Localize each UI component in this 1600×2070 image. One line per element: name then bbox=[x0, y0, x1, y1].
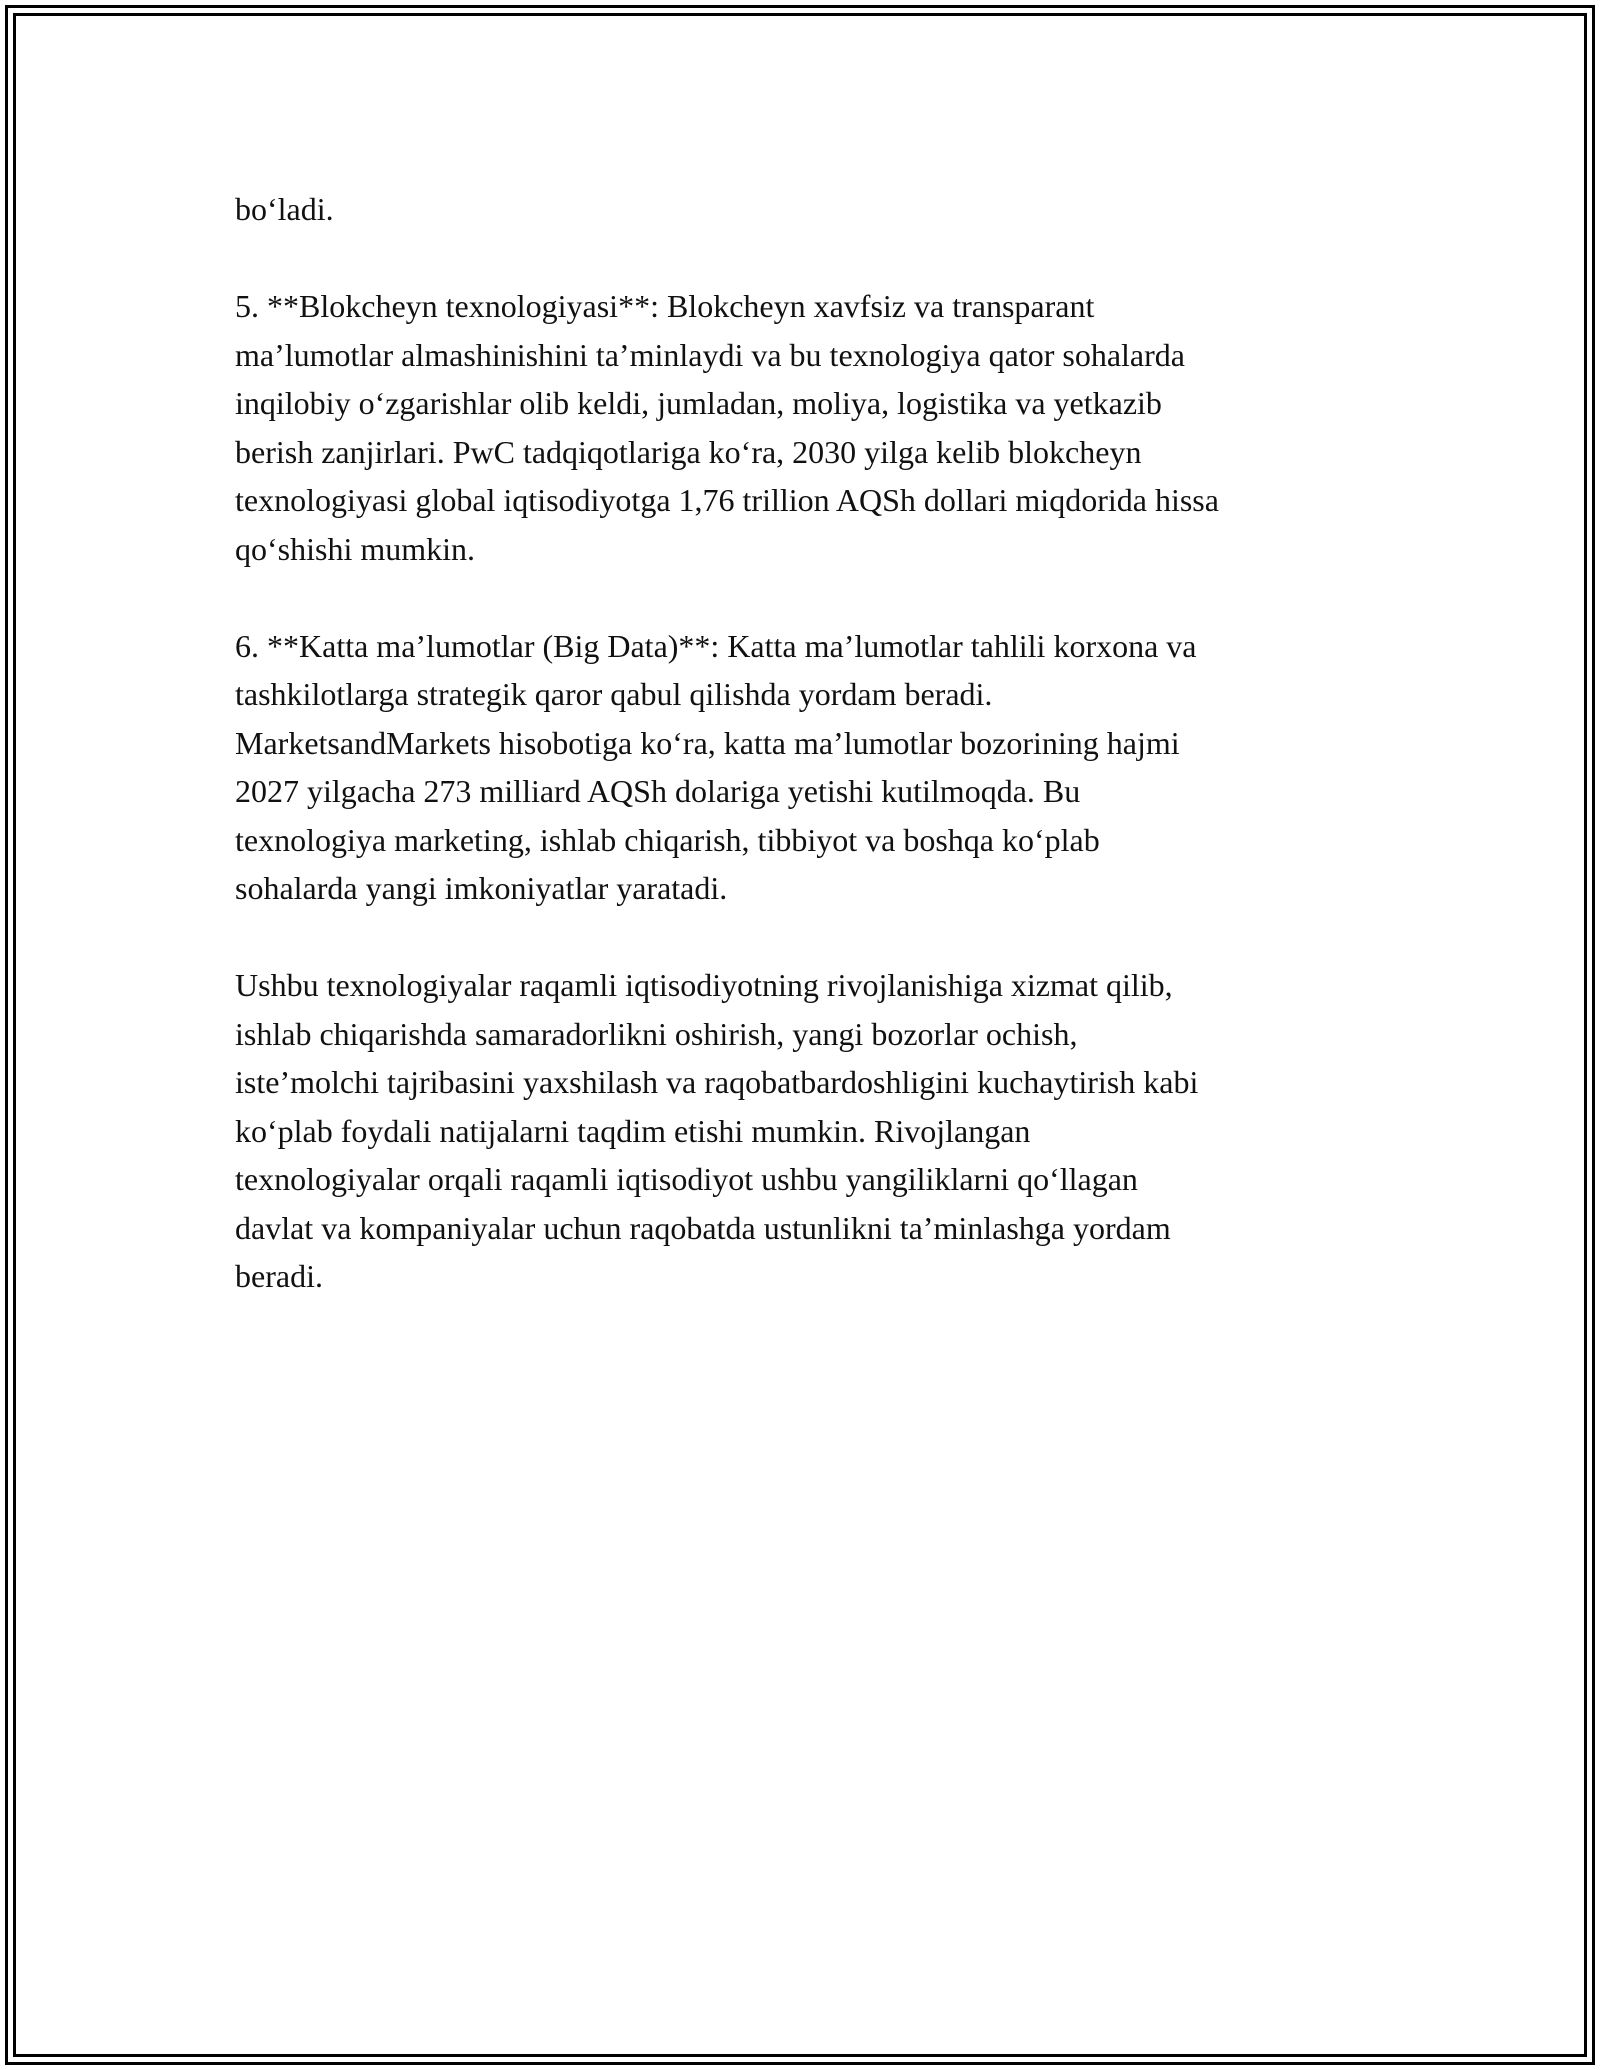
text-line: tashkilotlarga strategik qaror qabul qilishda yordam beradi. bbox=[235, 676, 993, 712]
text-line: ko‘plab foydali natijalarni taqdim etishi mumkin. Rivojlangan bbox=[235, 1112, 1031, 1149]
text-line: bo‘ladi. bbox=[235, 191, 334, 227]
text-line: inqilobiy o‘zgarishlar olib keldi, jumladan, moliya, logistika va yetkazib bbox=[235, 385, 1162, 421]
paragraph-big-data bbox=[235, 622, 1415, 913]
text-line: texnologiyasi global iqtisodiyotga 1,76 trillion AQSh dollari miqdorida hissa bbox=[235, 482, 1219, 518]
text-line: iste’molchi tajribasini yaxshilash va raqobatbardoshligini kuchaytirish kabi bbox=[235, 1064, 1199, 1100]
text-line: ishlab chiqarishda samaradorlikni oshirish, yangi bozorlar ochish, bbox=[235, 1015, 1078, 1052]
paragraph-blockchain bbox=[235, 282, 1415, 573]
document-body bbox=[235, 185, 1415, 1301]
text-line: 5. **Blokcheyn texnologiyasi**: Blokcheyn xavfsiz va transparant bbox=[235, 288, 1095, 324]
text-line: Ushbu texnologiyalar raqamli iqtisodiyotning rivojlanishiga xizmat qilib, bbox=[235, 967, 1173, 1003]
paragraph-spacer bbox=[235, 913, 1415, 962]
text-line: 2027 yilgacha 273 milliard AQSh dolariga yetishi kutilmoqda. Bu bbox=[235, 773, 1081, 809]
paragraph-spacer bbox=[235, 573, 1415, 622]
text-line: davlat va kompaniyalar uchun raqobatda ustunlikni ta’minlashga yordam bbox=[235, 1209, 1171, 1246]
paragraph-spacer bbox=[235, 234, 1415, 283]
text-line: sohalarda yangi imkoniyatlar yaratadi. bbox=[235, 870, 728, 906]
text-line: texnologiyalar orqali raqamli iqtisodiyot ushbu yangiliklarni qo‘llagan bbox=[235, 1161, 1138, 1197]
text-line: berish zanjirlari. PwC tadqiqotlariga ko‘ra, 2030 yilga kelib blokcheyn bbox=[235, 433, 1142, 470]
text-line: qo‘shishi mumkin. bbox=[235, 530, 476, 567]
text-line: ma’lumotlar almashinishini ta’minlaydi va bu texnologiya qator sohalarda bbox=[235, 336, 1185, 373]
text-line: beradi. bbox=[235, 1258, 323, 1294]
text-line: texnologiya marketing, ishlab chiqarish, tibbiyot va boshqa ko‘plab bbox=[235, 821, 1100, 858]
text-line: MarketsandMarkets hisobotiga ko‘ra, katta ma’lumotlar bozorining hajmi bbox=[235, 724, 1180, 761]
text-line: 6. **Katta ma’lumotlar (Big Data)**: Katta ma’lumotlar tahlili korxona va bbox=[235, 627, 1197, 664]
paragraph-continuation bbox=[235, 185, 1415, 234]
paragraph-conclusion bbox=[235, 961, 1415, 1301]
